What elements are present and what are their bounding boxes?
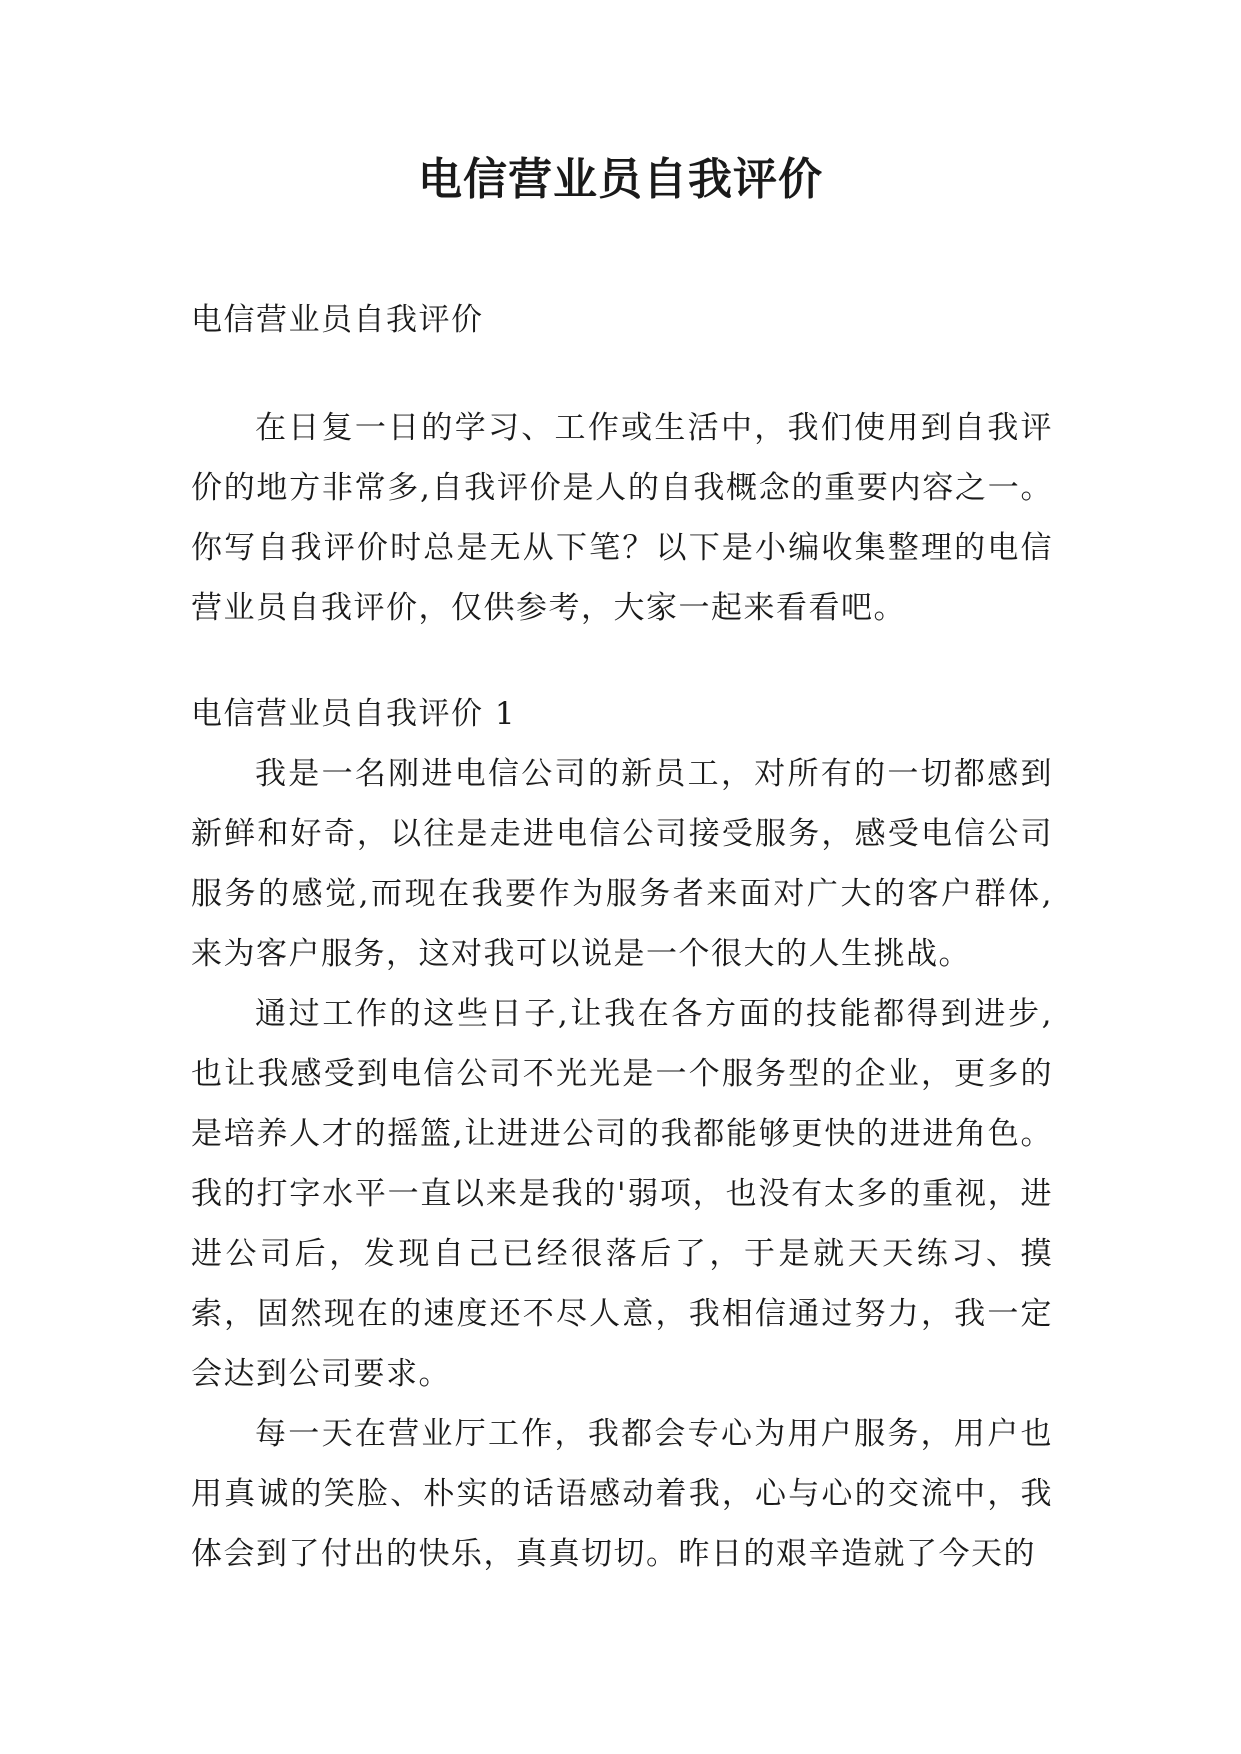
spacer — [191, 350, 1053, 398]
document-body — [191, 290, 1053, 1584]
body-paragraph: 每一天在营业厅工作，我都会专心为用户服务，用户也用真诚的笑脸、朴实的话语感动着我，心与心的交流中，我体会到了付出的快乐，真真切切。昨日的艰辛造就了今天的 — [191, 1416, 1053, 1572]
body-paragraph: 通过工作的这些日子,让我在各方面的技能都得到进步,也让我感受到电信公司不光光是一个服务型的企业，更多的是培养人才的摇篮,让进进公司的我都能够更快的进进角色。我的打字水平一直以来是我的'弱项，也没有太多的重视，进进公司后，发现自己已经很落后了，于是就天天练习、摸索，固然现在的速度还不尽人意，我相信通过努力，我一定会达到公司要求。 — [191, 996, 1053, 1392]
body-paragraph: 我是一名刚进电信公司的新员工，对所有的一切都感到新鲜和好奇，以往是走进电信公司接受服务，感受电信公司服务的感觉,而现在我要作为服务者来面对广大的客户群体,来为客户服务，这对我可以说是一个很大的人生挑战。 — [191, 756, 1053, 972]
section-heading: 电信营业员自我评价 1 — [191, 696, 517, 732]
intro-paragraph: 在日复一日的学习、工作或生活中，我们使用到自我评价的地方非常多,自我评价是人的自我概念的重要内容之一。你写自我评价时总是无从下笔？以下是小编收集整理的电信营业员自我评价，仅供参考，大家一起来看看吧。 — [191, 410, 1053, 626]
document-title: 电信营业员自我评价 — [418, 154, 823, 205]
spacer — [191, 638, 1053, 684]
document-subtitle: 电信营业员自我评价 — [191, 302, 484, 338]
